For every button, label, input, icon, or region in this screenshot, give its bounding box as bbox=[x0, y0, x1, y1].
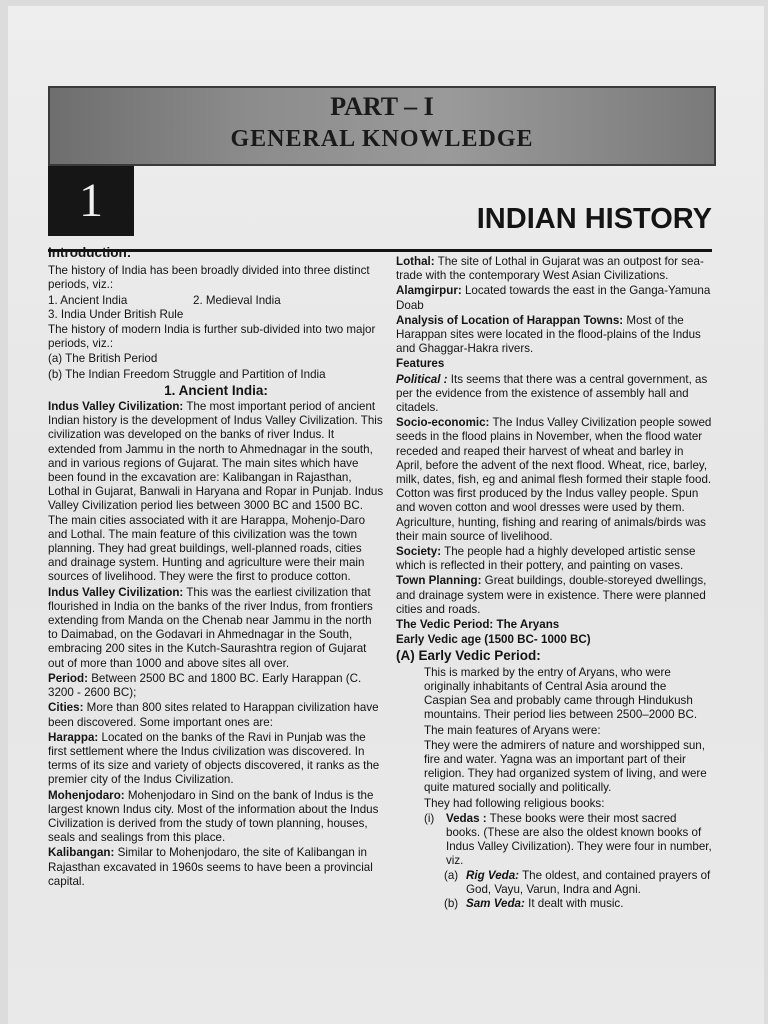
aryans-text: This is marked by the entry of Aryans, who were originally inhabitants of Central Asia around the Caspian Sea and probably came through Hindukush mountains. Their period lies between 2500–2000 BC. bbox=[424, 665, 698, 722]
ivc2-para bbox=[48, 586, 384, 671]
town-planning-label: Town Planning: bbox=[396, 574, 482, 588]
books-intro: They had following religious books: bbox=[424, 796, 605, 810]
sam-veda-text: It dealt with music. bbox=[528, 896, 624, 910]
part-banner bbox=[48, 86, 716, 166]
rig-veda-text: The oldest, and contained prayers of God, Vayu, Varun, Indra and Agni. bbox=[466, 868, 711, 896]
ancient-heading: 1. Ancient India: bbox=[164, 382, 268, 398]
alamgirpur-label: Alamgirpur: bbox=[396, 284, 462, 298]
town-planning-text: Great buildings, double-storeyed dwellings, and drainage system were in existence. There were planned cities and roads. bbox=[396, 574, 707, 616]
ivc2-label: Indus Valley Civilization: bbox=[48, 585, 184, 599]
period-text: Between 2500 BC and 1800 BC. Early Harappan (C. 3200 - 2600 BC); bbox=[48, 671, 362, 700]
town-planning-para bbox=[396, 574, 712, 617]
analysis-para bbox=[396, 314, 712, 357]
intro-heading: Introduction: bbox=[48, 245, 132, 260]
vedas-label: Vedas : bbox=[446, 811, 487, 825]
vedas-text: These books were their most sacred books. (These are also the oldest known books of Indus Valley Civilization). They were four in number, viz. bbox=[446, 811, 712, 868]
rig-veda-num: (a) bbox=[444, 868, 459, 882]
alamgirpur-para bbox=[396, 284, 712, 312]
sam-veda-body bbox=[466, 897, 623, 911]
rig-veda-label: Rig Veda: bbox=[466, 868, 520, 882]
socio-label: Socio-economic: bbox=[396, 416, 490, 430]
period-row bbox=[48, 294, 384, 308]
right-column bbox=[396, 255, 712, 911]
rig-veda-item bbox=[396, 869, 712, 897]
cities-para bbox=[48, 701, 384, 729]
mohenjodaro-text: Mohenjodaro in Sind on the bank of Indus is the largest known Indus city. Most of the information about the Indus Civilization is derived from the study of town planning, houses, seals and sealings from this place. bbox=[48, 788, 379, 845]
alamgirpur-text: Located towards the east in the Ganga-Yamuna Doab bbox=[396, 284, 711, 312]
kalibangan-para bbox=[48, 846, 384, 889]
ivc1-label: Indus Valley Civilization: bbox=[48, 400, 184, 414]
ivc1-para bbox=[48, 400, 384, 585]
intro-text: The history of India has been broadly divided into three distinct periods, viz.: bbox=[48, 264, 370, 292]
early-vedic-age: Early Vedic age (1500 BC- 1000 BC) bbox=[396, 633, 591, 647]
part-label: PART – I bbox=[330, 92, 434, 121]
harappa-label: Harappa: bbox=[48, 730, 99, 744]
analysis-label: Analysis of Location of Harappan Towns: bbox=[396, 313, 624, 327]
sam-veda-num: (b) bbox=[444, 896, 459, 910]
vedas-item bbox=[396, 812, 712, 869]
features-heading: Features bbox=[396, 357, 445, 371]
period-3: 3. India Under British Rule bbox=[48, 307, 184, 321]
political-para bbox=[396, 373, 712, 416]
cities-label: Cities: bbox=[48, 701, 84, 715]
left-column bbox=[48, 246, 384, 890]
socio-para bbox=[396, 416, 712, 544]
mohenjodaro-para bbox=[48, 789, 384, 846]
mohenjodaro-label: Mohenjodaro: bbox=[48, 788, 125, 802]
ivc2-text: This was the earliest civilization that flourished in India on the banks of the river Indus, from frontiers extending from Manda on the Chenab near Jammu in the north to Daimabad, on the Godavari in Ahmednagar in the South, embracing 200 sites in the Kutch-Saurashtra region of Gujarat out of more than 1000 and above sites all over. bbox=[48, 585, 373, 670]
political-label: Political : bbox=[396, 372, 448, 386]
period-2: 2. Medieval India bbox=[193, 293, 281, 307]
lothal-text: The site of Lothal in Gujarat was an outpost for sea-trade with the contemporary West Asian Civilizations. bbox=[396, 255, 704, 283]
society-text: The people had a highly developed artistic sense which is reflected in their pottery, and painting on vases. bbox=[396, 545, 696, 573]
early-vedic-heading: (A) Early Vedic Period: bbox=[396, 648, 541, 664]
features-text: They were the admirers of nature and worshipped sun, fire and water. Yagna was an important part of their religion. They had organized system of living, and were quite matured socially and politically. bbox=[424, 738, 707, 795]
vedic-heading: The Vedic Period: The Aryans bbox=[396, 618, 560, 632]
lothal-label: Lothal: bbox=[396, 255, 435, 268]
society-label: Society: bbox=[396, 545, 442, 559]
socio-text: The Indus Valley Civilization people sowed seeds in the flood plains in November, when the flood water receded and reaped their harvest of wheat and barley in April, before the advent of the next flood. Wheat, rice, barley, milk, dates, fish, eg and animal flesh formed their staple food. Cotton was first produced by the Indus valley people. Spun and woven cotton and wool dresses were used by them. Agriculture, hunting, fishing and rearing of animals/birds was their main source of livelihood. bbox=[396, 416, 712, 543]
rig-veda-body bbox=[466, 869, 712, 897]
section-title: GENERAL KNOWLEDGE bbox=[230, 126, 534, 152]
kalibangan-label: Kalibangan: bbox=[48, 846, 115, 860]
modern-a: (a) The British Period bbox=[48, 352, 158, 366]
features-intro: The main features of Aryans were: bbox=[424, 723, 601, 737]
kalibangan-text: Similar to Mohenjodaro, the site of Kalibangan in Rajasthan excavated in 1960s seems to have been a provincial capital. bbox=[48, 846, 373, 888]
chapter-number: 1 bbox=[48, 166, 134, 236]
sam-veda-label: Sam Veda: bbox=[466, 896, 525, 910]
period-para bbox=[48, 672, 384, 700]
chapter-title: INDIAN HISTORY bbox=[476, 203, 712, 235]
ivc1-text: The most important period of ancient Indian history is the development of Indus Valley Civilization. This civilization was developed on the banks of river Indus. It extended from Jammu in the north to Ahmednagar in the south, and in various regions of Gujarat. The main sites which have been found in the excavation are: Kalibangan in Rajasthan, Lothal in Gujarat, Banwali in Haryana and Ropar in Punjab. Indus Valley Civilization period lies between 3000 BC and 1500 BC. The main cities associated with it are Harappa, Mohenjo-Daro and Lothal. The main feature of this civilization was the town planning. They had great buildings, well-planned roads, cities and drainage system. Hunting and agriculture were their main sources of livelihood. They were the first to produce cotton. bbox=[48, 400, 384, 584]
period-label: Period: bbox=[48, 671, 88, 685]
modern-text: The history of modern India is further sub-divided into two major periods, viz.: bbox=[48, 323, 376, 351]
sam-veda-item bbox=[396, 897, 712, 911]
lothal-para bbox=[396, 255, 712, 283]
society-para bbox=[396, 545, 712, 573]
modern-b: (b) The Indian Freedom Struggle and Partition of India bbox=[48, 367, 326, 381]
analysis-text: Most of the Harappan sites were located in the flood-plains of the Indus and Ghaggar-Hakra rivers. bbox=[396, 313, 701, 356]
cities-text: More than 800 sites related to Harappan civilization have been discovered. Some important ones are: bbox=[48, 701, 379, 729]
vedas-num: (i) bbox=[424, 811, 435, 825]
vedas-body bbox=[446, 812, 712, 869]
harappa-text: Located on the banks of the Ravi in Punjab was the first settlement where the Indus civilization was discovered. In terms of its size and variety of objects discovered, it ranks as the premier city of the Indus Civilization. bbox=[48, 730, 380, 787]
harappa-para bbox=[48, 731, 384, 788]
period-1: 1. Ancient India bbox=[48, 293, 128, 307]
political-text: Its seems that there was a central government, as per the evidence from the existence of assembly hall and citadels. bbox=[396, 372, 708, 415]
